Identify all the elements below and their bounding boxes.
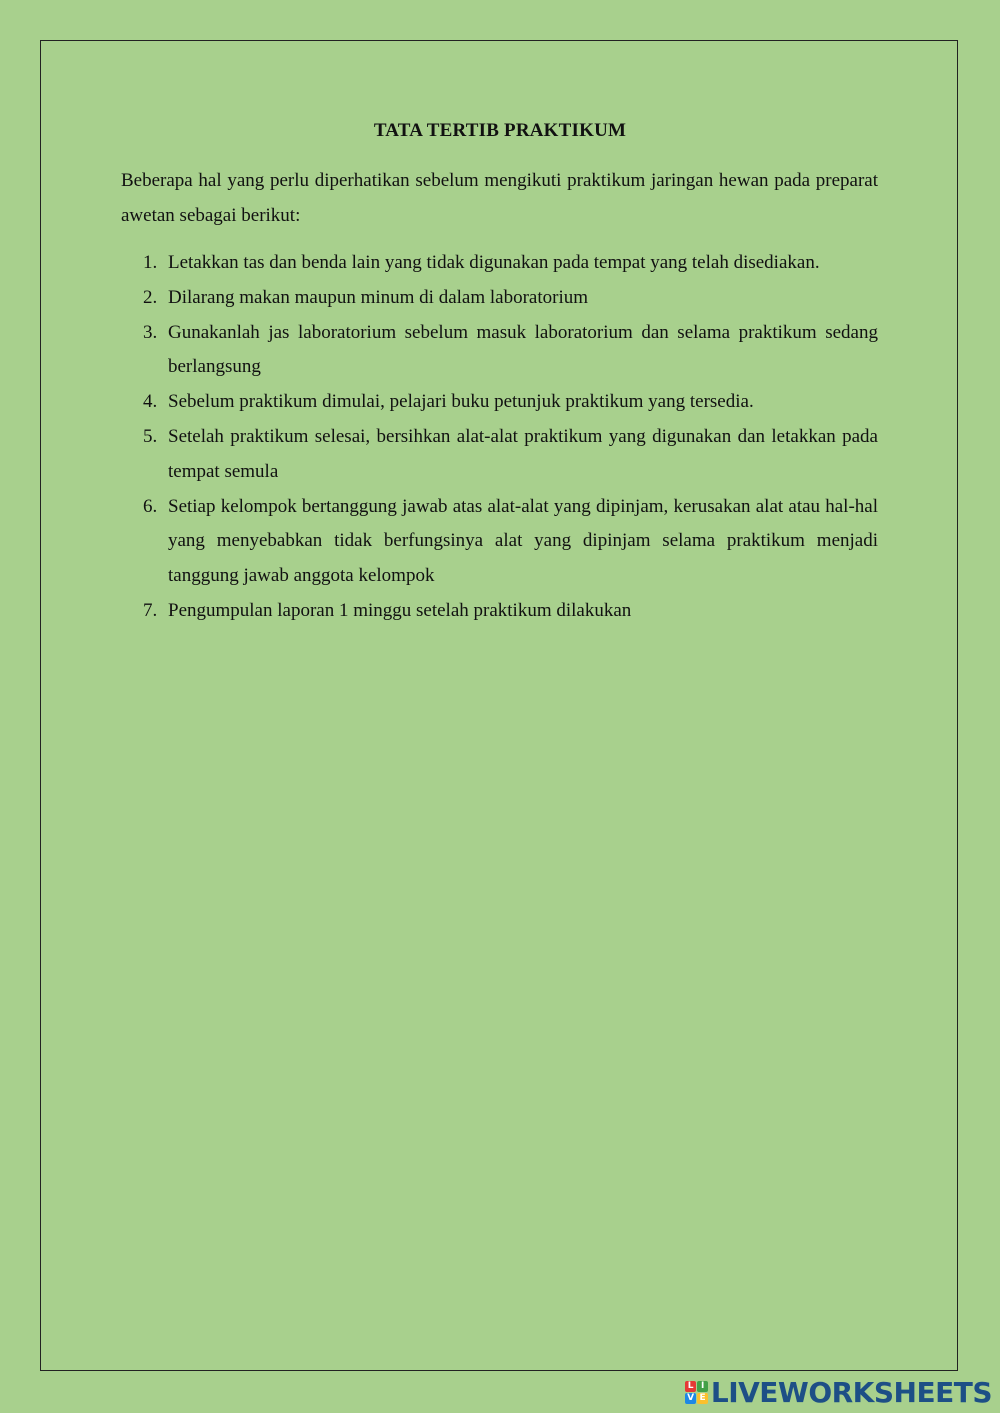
- list-item: [121, 594, 878, 629]
- page-border: [40, 40, 958, 1371]
- intro-paragraph: Beberapa hal yang perlu diperhatikan sebelum mengikuti praktikum jaringan hewan pada preparat awetan sebagai berikut:: [121, 170, 878, 226]
- list-item: [121, 316, 878, 386]
- list-item-text: Pengumpulan laporan 1 minggu setelah praktikum dilakukan: [168, 599, 632, 621]
- list-item: [121, 385, 878, 420]
- liveworksheets-logo[interactable]: [685, 1376, 992, 1409]
- list-item-number: 2.: [143, 286, 158, 308]
- page-title: TATA TERTIB PRAKTIKUM: [373, 120, 627, 141]
- list-item-text: Gunakanlah jas laboratorium sebelum masuk laboratorium dan selama praktikum sedang berlangsung: [168, 321, 878, 378]
- list-item: [121, 420, 878, 490]
- list-item-text: Dilarang makan maupun minum di dalam laboratorium: [168, 286, 589, 308]
- list-item-number: 6.: [143, 495, 158, 517]
- logo-letter: V: [685, 1393, 696, 1404]
- list-item-number: 1.: [143, 252, 158, 273]
- list-item-text: Setelah praktikum selesai, bersihkan alat-alat praktikum yang digunakan dan letakkan pada tempat semula: [168, 425, 878, 482]
- logo-letter: L: [685, 1381, 696, 1392]
- brand-name: LIVEWORKSHEETS: [710, 1376, 992, 1409]
- list-item-number: 3.: [143, 321, 158, 343]
- list-item: [121, 490, 878, 594]
- list-item: [121, 281, 878, 316]
- list-item-number: 4.: [143, 391, 158, 413]
- list-item-text: Letakkan tas dan benda lain yang tidak digunakan pada tempat yang telah disediakan.: [168, 252, 820, 273]
- logo-letter: I: [697, 1381, 708, 1392]
- list-item-text: Setiap kelompok bertanggung jawab atas alat-alat yang dipinjam, kerusakan alat atau hal-hal yang menyebabkan tidak berfungsinya alat yang dipinjam selama praktikum menjadi tanggung jawab anggota kelompok: [168, 495, 878, 587]
- list-item-number: 7.: [143, 599, 158, 621]
- liveworksheets-logo-icon: [685, 1381, 708, 1404]
- list-item-number: 5.: [143, 425, 158, 447]
- list-item-text: Sebelum praktikum dimulai, pelajari buku petunjuk praktikum yang tersedia.: [168, 391, 754, 413]
- rules-list: [121, 246, 878, 629]
- logo-letter: E: [697, 1393, 708, 1404]
- list-item: [121, 246, 878, 281]
